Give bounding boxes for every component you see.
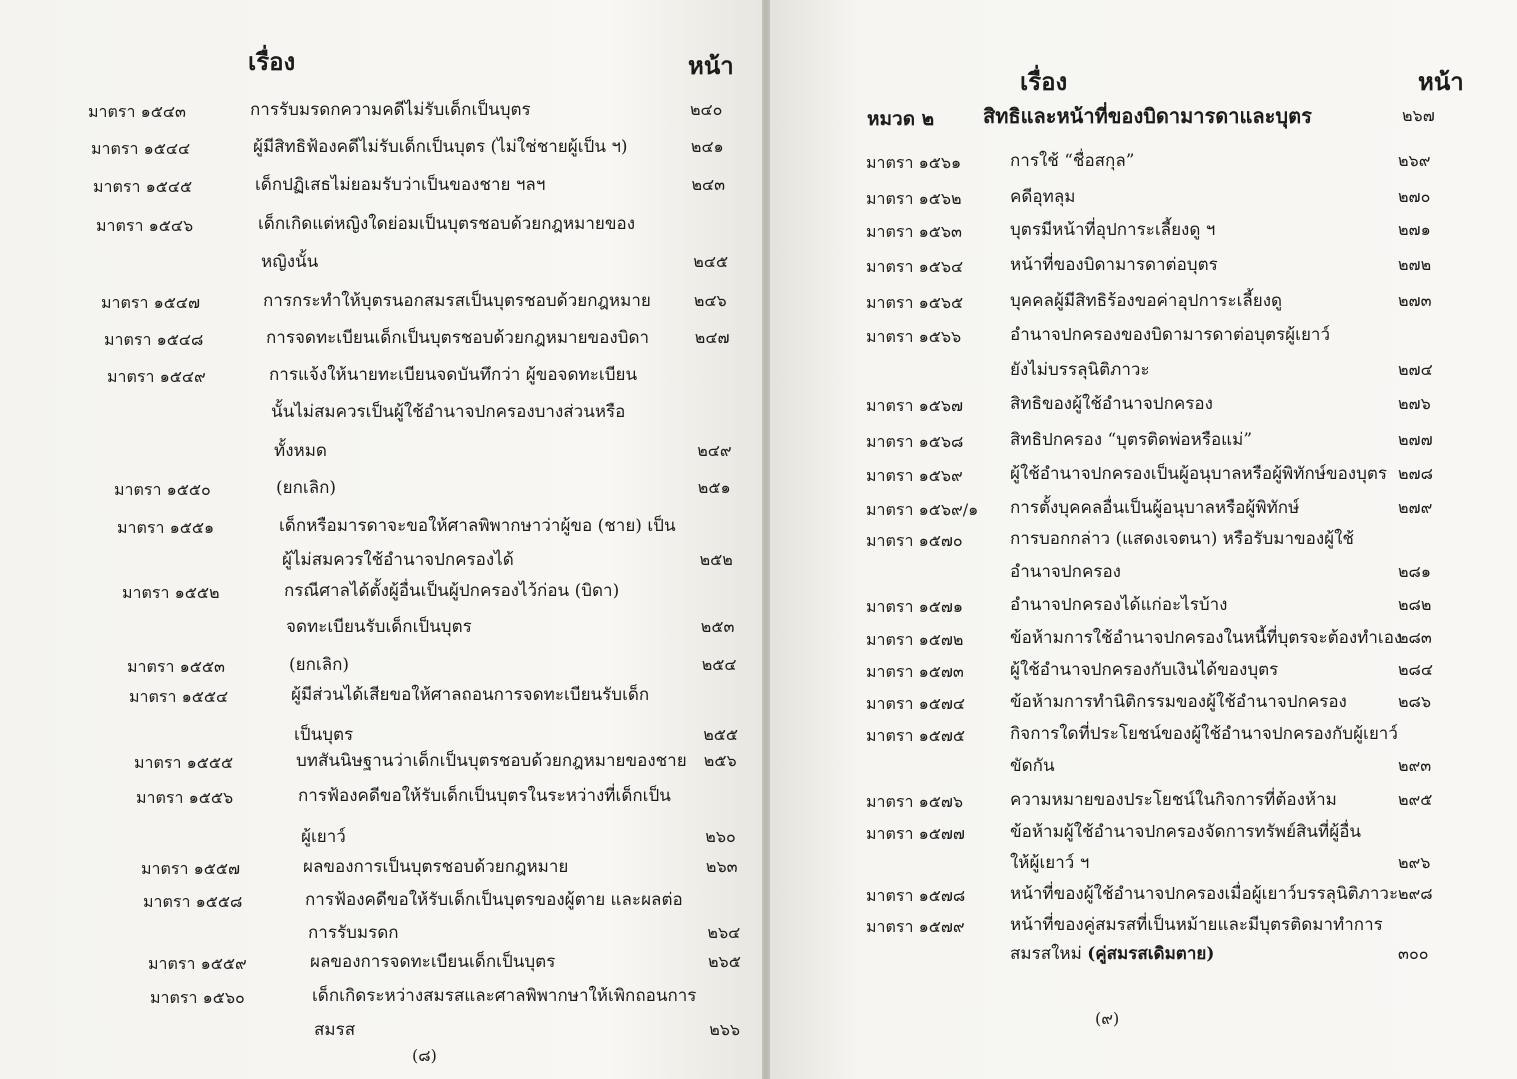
toc-entry-title: บุตรมีหน้าที่อุปการะเลี้ยงดู ฯ [1010, 220, 1216, 240]
toc-entry-code: มาตรา ๑๕๕๔ [129, 687, 229, 706]
toc-entry-page: ๒๔๙ [697, 441, 732, 460]
toc-entry-code: มาตรา ๑๕๔๔ [91, 139, 191, 158]
toc-entry-code: มาตรา ๑๕๔๓ [88, 102, 186, 121]
toc-entry-page: ๒๖๔ [707, 923, 741, 942]
toc-entry-page: ๒๗๙ [1398, 498, 1433, 517]
left-header-page: หน้า [688, 51, 734, 80]
toc-entry-code: มาตรา ๑๕๗๓ [866, 662, 964, 681]
toc-entry-title: ยังไม่บรรลุนิติภาวะ [1010, 360, 1150, 380]
toc-entry-title: การกระทำให้บุตรนอกสมรสเป็นบุตรชอบด้วยกฎหมาย [263, 291, 651, 311]
toc-entry-title: เด็กปฏิเสธไม่ยอมรับว่าเป็นของชาย ฯลฯ [255, 175, 546, 195]
right-header-title: เรื่อง [1020, 67, 1068, 96]
toc-entry-title-bold: (คู่สมรสเดิมตาย) [1087, 944, 1215, 964]
toc-entry-title: ข้อห้ามการใช้อำนาจปกครองในหนี้ที่บุตรจะต้องทำเอง [1010, 628, 1403, 648]
toc-entry-title: (ยกเลิก) [276, 478, 337, 498]
toc-entry-title: อำนาจปกครอง [1010, 562, 1121, 582]
toc-entry-page: ๒๔๖ [693, 291, 727, 310]
toc-entry-page: ๒๖๐ [705, 827, 736, 846]
toc-entry-page: ๒๗๖ [1398, 394, 1431, 413]
toc-entry-page: ๒๘๔ [1398, 660, 1433, 679]
toc-entry-page: ๒๔๓ [691, 175, 726, 194]
toc-entry-page: ๒๖๕ [708, 952, 741, 971]
right-header-page: หน้า [1418, 67, 1464, 96]
toc-entry-title: เด็กเกิดระหว่างสมรสและศาลพิพากษาให้เพิกถอนการ [312, 986, 697, 1006]
toc-entry-page: ๒๙๕ [1398, 790, 1433, 809]
toc-entry-title: สิทธิปกครอง “บุตรติดพ่อหรือแม่” [1010, 430, 1253, 450]
toc-entry-title: หน้าที่ของผู้ใช้อำนาจปกครองเมื่อผู้เยาว์บรรลุนิติภาวะ [1010, 884, 1399, 904]
toc-entry-code: มาตรา ๑๕๖๘ [866, 432, 964, 451]
toc-entry-page: ๒๗๔ [1398, 360, 1433, 379]
toc-entry-title: หน้าที่ของคู่สมรสที่เป็นหม้ายและมีบุตรติดมาทำการ [1010, 915, 1383, 935]
toc-entry-page: ๒๖๙ [1398, 151, 1431, 170]
toc-entry-title: กิจการใดที่ประโยชน์ของผู้ใช้อำนาจปกครองกับผู้เยาว์ [1010, 724, 1398, 744]
toc-entry-code: มาตรา ๑๕๗๘ [866, 886, 966, 905]
toc-entry-page: ๒๖๓ [705, 857, 738, 876]
toc-entry-code: มาตรา ๑๕๕๘ [143, 892, 243, 911]
toc-entry-code: มาตรา ๑๕๖๒ [866, 189, 962, 208]
toc-entry-code: มาตรา ๑๕๖๙ [866, 466, 963, 485]
toc-entry-code: มาตรา ๑๕๗๑ [866, 597, 964, 616]
toc-entry-page: ๓๐๐ [1398, 944, 1429, 963]
toc-entry-page: ๒๙๖ [1398, 853, 1431, 872]
toc-entry-title: (ยกเลิก) [289, 655, 350, 675]
chapter-code: หมวด ๒ [867, 108, 935, 130]
toc-entry-code: มาตรา ๑๕๖๗ [866, 396, 964, 415]
toc-entry-title: หน้าที่ของบิดามารดาต่อบุตร [1010, 255, 1218, 275]
chapter-page: ๒๖๗ [1402, 106, 1435, 125]
toc-entry-code: มาตรา ๑๕๕๕ [134, 753, 234, 772]
toc-entry-page: ๒๔๗ [694, 328, 730, 347]
toc-entry-page: ๒๔๐ [690, 100, 723, 119]
toc-entry-code: มาตรา ๑๕๗๒ [866, 630, 964, 649]
toc-entry-title: การฟ้องคดีขอให้รับเด็กเป็นบุตรในระหว่างที่เด็กเป็น [298, 786, 671, 806]
toc-entry-page: ๒๘๖ [1398, 692, 1432, 711]
toc-entry-title: กรณีศาลได้ตั้งผู้อื่นเป็นผู้ปกครองไว้ก่อน (บิดา) [284, 581, 620, 601]
toc-entry-title: ผลของการจดทะเบียนเด็กเป็นบุตร [310, 952, 556, 972]
toc-entry-page: ๒๙๘ [1398, 884, 1433, 903]
toc-entry-page: ๒๙๓ [1398, 756, 1432, 775]
toc-entry-title: ทั้งหมด [274, 441, 327, 461]
toc-entry-title: คดีอุทลุม [1010, 187, 1076, 207]
toc-entry-page: ๒๕๕ [703, 725, 738, 744]
right-page-number: (๙) [1095, 1009, 1120, 1028]
toc-entry-code: มาตรา ๑๕๖๖ [866, 327, 962, 346]
toc-entry-page: ๒๔๕ [693, 252, 729, 271]
toc-entry-page: ๒๗๓ [1398, 291, 1432, 310]
toc-entry-title: ข้อห้ามการทำนิติกรรมของผู้ใช้อำนาจปกครอง [1010, 692, 1347, 712]
toc-entry-title: เป็นบุตร [294, 725, 354, 745]
toc-entry-title: การรับมรดกความคดีไม่รับเด็กเป็นบุตร [250, 100, 531, 120]
toc-entry-title: ผู้ไม่สมควรใช้อำนาจปกครองได้ [282, 550, 514, 570]
toc-entry-page: ๒๗๘ [1398, 464, 1433, 483]
toc-entry-title: ผู้ใช้อำนาจปกครองกับเงินได้ของบุตร [1010, 660, 1279, 680]
toc-entry-title: เด็กเกิดแต่หญิงใดย่อมเป็นบุตรชอบด้วยกฎหมายของ [258, 214, 636, 234]
toc-entry-code: มาตรา ๑๕๕๐ [114, 480, 211, 499]
toc-entry-page: ๒๘๒ [1398, 595, 1432, 614]
toc-entry-title: เด็กหรือมารดาจะขอให้ศาลพิพากษาว่าผู้ขอ (ชาย) เป็น [279, 516, 676, 536]
toc-entry-code: มาตรา ๑๕๕๗ [141, 859, 240, 878]
toc-entry-title: สิทธิของผู้ใช้อำนาจปกครอง [1010, 394, 1213, 414]
toc-entry-code: มาตรา ๑๕๔๖ [96, 216, 194, 235]
toc-entry-code: มาตรา ๑๕๖๑ [866, 153, 962, 172]
toc-entry-title: ให้ผู้เยาว์ ฯ [1010, 853, 1090, 873]
toc-entry-page: ๒๗๗ [1398, 430, 1433, 449]
toc-entry-code: มาตรา ๑๕๕๓ [127, 657, 225, 676]
toc-entry-code: มาตรา ๑๕๗๙ [866, 917, 965, 936]
toc-entry-page: ๒๕๔ [701, 655, 737, 674]
toc-entry-title: ผลของการเป็นบุตรชอบด้วยกฎหมาย [303, 857, 569, 877]
toc-entry-page: ๒๖๖ [709, 1020, 741, 1039]
toc-entry-title: อำนาจปกครองของบิดามารดาต่อบุตรผู้เยาว์ [1010, 325, 1330, 345]
toc-entry-title: ผู้มีสิทธิฟ้องคดีไม่รับเด็กเป็นบุตร (ไม่ใช่ชายผู้เป็น ฯ) [253, 137, 628, 157]
toc-entry-page: ๒๗๐ [1398, 187, 1431, 206]
toc-entry-code: มาตรา ๑๕๕๙ [148, 954, 247, 973]
toc-entry-title: บทสันนิษฐานว่าเด็กเป็นบุตรชอบด้วยกฎหมายของชาย [296, 751, 687, 771]
toc-entry-code: มาตรา ๑๕๗๗ [866, 824, 965, 843]
toc-entry-code: มาตรา ๑๕๖๔ [866, 257, 964, 276]
toc-entry-title: ผู้มีส่วนได้เสียขอให้ศาลถอนการจดทะเบียนรับเด็ก [291, 685, 650, 705]
toc-entry-code: มาตรา ๑๕๖๕ [866, 293, 964, 312]
toc-entry-code: มาตรา ๑๕๕๒ [122, 583, 220, 602]
toc-entry-code: มาตรา ๑๕๗๔ [866, 694, 965, 713]
toc-entry-page: ๒๕๖ [703, 751, 737, 770]
toc-entry-code: มาตรา ๑๕๗๕ [866, 726, 965, 745]
toc-entry-title: การฟ้องคดีขอให้รับเด็กเป็นบุตรของผู้ตาย และผลต่อ [305, 890, 683, 910]
toc-entry-title: ข้อห้ามผู้ใช้อำนาจปกครองจัดการทรัพย์สินที่ผู้อื่น [1010, 822, 1362, 842]
toc-entry-page: ๒๗๒ [1398, 255, 1432, 274]
toc-entry-code: มาตรา ๑๕๖๙/๑ [866, 500, 979, 519]
toc-entry-title: การจดทะเบียนเด็กเป็นบุตรชอบด้วยกฎหมายของบิดา [266, 328, 650, 348]
toc-entry-page: ๒๔๑ [690, 137, 724, 156]
toc-entry-code: มาตรา ๑๕๔๙ [107, 367, 206, 386]
toc-entry-title: จดทะเบียนรับเด็กเป็นบุตร [286, 617, 472, 637]
left-header-title: เรื่อง [248, 47, 296, 76]
toc-entry-title: สมรส [314, 1020, 356, 1040]
toc-entry-page: ๒๕๒ [699, 550, 733, 569]
toc-entry-title: อำนาจปกครองได้แก่อะไรบ้าง [1010, 595, 1228, 615]
toc-entry-title: การบอกกล่าว (แสดงเจตนา) หรือรับมาของผู้ใช้ [1010, 529, 1354, 549]
toc-entry-title: บุคคลผู้มีสิทธิร้องขอค่าอุปการะเลี้ยงดู [1010, 291, 1283, 311]
toc-entry-page: ๒๕๑ [697, 478, 731, 497]
toc-entry-page: ๒๗๑ [1398, 220, 1431, 239]
toc-entry-code: มาตรา ๑๕๔๗ [101, 293, 200, 312]
left-page-number: (๘) [412, 1046, 437, 1065]
toc-entry-code: มาตรา ๑๕๔๘ [104, 330, 204, 349]
toc-entry-title: การรับมรดก [308, 923, 399, 943]
toc-entry-code: มาตรา ๑๕๕๑ [117, 518, 215, 537]
right-page [770, 0, 1517, 1079]
toc-entry-code: มาตรา ๑๕๖๓ [866, 222, 962, 241]
toc-entry-code: มาตรา ๑๕๕๖ [136, 788, 234, 807]
toc-entry-code: มาตรา ๑๕๗๐ [866, 531, 963, 550]
toc-entry-title: ผู้เยาว์ [301, 827, 346, 847]
toc-entry-code: มาตรา ๑๕๖๐ [150, 988, 245, 1007]
chapter-title: สิทธิและหน้าที่ของบิดามารดาและบุตร [983, 104, 1312, 128]
toc-entry-title: การใช้ “ชื่อสกุล” [1010, 151, 1135, 171]
toc-entry-title: ความหมายของประโยชน์ในกิจการที่ต้องห้าม [1010, 790, 1337, 810]
toc-entry-code: มาตรา ๑๕๔๕ [93, 177, 193, 196]
toc-entry-title: การตั้งบุคคลอื่นเป็นผู้อนุบาลหรือผู้พิทักษ์ [1010, 498, 1300, 518]
toc-entry-title: ขัดกัน [1010, 756, 1055, 776]
toc-entry-title: สมรสใหม่ (คู่สมรสเดิมตาย) [1010, 944, 1215, 964]
toc-entry-title: การแจ้งให้นายทะเบียนจดบันทึกว่า ผู้ขอจดทะเบียน [269, 365, 638, 385]
toc-entry-title: นั้นไม่สมควรเป็นผู้ใช้อำนาจปกครองบางส่วนหรือ [271, 402, 626, 422]
toc-entry-page: ๒๘๓ [1398, 628, 1432, 647]
toc-entry-title: หญิงนั้น [261, 252, 319, 272]
toc-entry-page: ๒๘๑ [1398, 562, 1432, 581]
toc-entry-title: ผู้ใช้อำนาจปกครองเป็นผู้อนุบาลหรือผู้พิทักษ์ของบุตร [1010, 464, 1388, 484]
toc-entry-code: มาตรา ๑๕๗๖ [866, 792, 964, 811]
toc-entry-page: ๒๕๓ [700, 617, 735, 636]
